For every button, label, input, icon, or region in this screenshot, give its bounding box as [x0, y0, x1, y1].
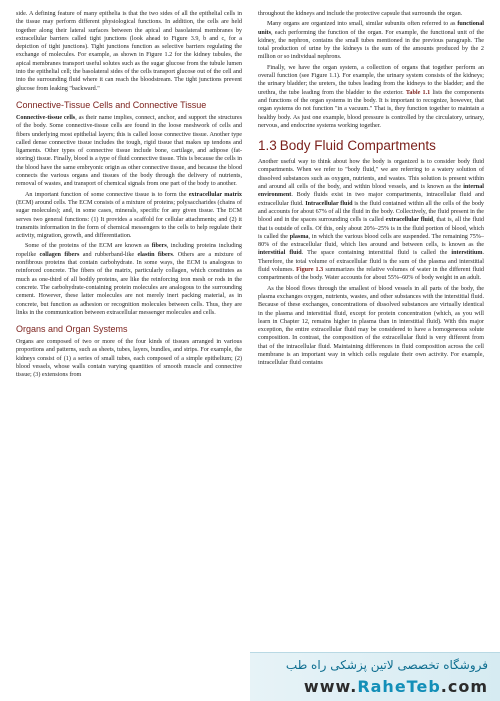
figure-reference[interactable]: Figure 1.3: [296, 267, 324, 274]
paragraph-organs: Organs are composed of two or more of the four kinds of tissues arranged in various proportions and patterns, such as sheets, tubes, layers, bundles, and strips. For example, the kidneys consist of (1) a series of small tubes, each composed of a simple epithelium; (2) blood vessels, whose walls contain varying quantities of smooth muscle and connective tissue; (3) extensions from: [16, 339, 242, 379]
term-extracellular-fluid: extracellular fluid: [385, 217, 434, 224]
term-intracellular-fluid: Intracellular fluid: [305, 200, 353, 207]
paragraph-organ-system: Finally, we have the organ system, a collection of organs that together perform an overall function (see Figure 1.1). For example, the urinary system consists of the kidneys; the urinary bladder; the ureters, the tubes leading from the kidneys to the bladder; and the urethra, the tube leading from the bladder to the exterior. Table 1.1 lists the components and functions of the organ systems in the body. It is important to recognize, however, that organ systems do not function "in a vacuum." That is, they function together to maintain a healthy body. As just one example, blood pressure is controlled by the circulatory, urinary, nervous, and endocrine systems working together.: [258, 64, 484, 129]
term-extracellular-matrix: extracellular matrix: [188, 191, 243, 198]
paragraph-functional-units: Many organs are organized into small, similar subunits often referred to as functional units, each performing the function of the organ. For example, the functional unit of the kidney, the nephron, contains the small tubes mentioned in the previous paragraph. The total production of urine by the kidneys is the sum of the amounts produced by the 2 million or so individual nephrons.: [258, 21, 484, 61]
term-interstitium: interstitium: [451, 250, 483, 257]
section-number: 1.3: [258, 138, 277, 154]
paragraph-plasma-exchange: As the blood flows through the smallest of blood vessels in all parts of the body, the plasma exchanges oxygen, nutrients, wastes, and other substances with the interstitial fluid. Because of these exchanges, concentrations of dissolved substances are virtually identical in the plasma and interstitial fluid, except for protein concentration (which, as you will learn in Chapter 12, remains higher in plasma than in interstitial fluid). With this major exception, the entire extracellular fluid may be considered to have a homogeneous solute composition. In contrast, the composition of the extracellular fluid is very different from that of the intracellular fluid. Maintaining differences in fluid composition across the cell membrane is an important way in which cells regulate their own activity. For example, intracellular fluid contains: [258, 285, 484, 367]
right-column: [258, 10, 484, 370]
paragraph-connective-cells: Connective-tissue cells, as their name implies, connect, anchor, and support the structures of the body. Some connective-tissue cells are found in the loose meshwork of cells and fibers underlying most epithelial layers; this is called loose connective tissue. Another type called dense connective tissue includes the tough, rigid tissue that makes up tendons and ligaments. Other types of connective tissue include bone, cartilage, and adipose (fat-storing) tissue. Finally, blood is a type of fluid connective tissue. This is because the cells in the blood have the same embryonic origin as other connective tissue, and because the blood connects the various organs and tissues of the body through the delivery of nutrients, removal of wastes, and transport of chemical signals from one part of the body to another.: [16, 114, 242, 188]
section-title: Body Fluid Compartments: [279, 138, 436, 154]
term-elastin-fibers: elastin fibers: [137, 251, 173, 258]
heading-organs: Organs and Organ Systems: [16, 324, 128, 335]
term-functional-units: functional units: [258, 21, 484, 36]
watermark-banner: [250, 652, 500, 701]
term-connective-tissue-cells: Connective-tissue cells: [16, 114, 76, 121]
term-fibers: fibers: [151, 243, 167, 250]
heading-connective-tissue: Connective-Tissue Cells and Connective Tissue: [16, 99, 207, 110]
paragraph-ecm: An important function of some connective tissue is to form the extracellular matrix (ECM) around cells. The ECM consists of a mixture of proteins; polysaccharides (chains of sugar molecules); and, in some cases, minerals, specific for any given tissue. The ECM serves two general functions: (1) It provides a scaffold for cellular attachments; and (2) it transmits information in the form of chemical messengers to the cells to help regulate their activity, migration, growth, and differentiation.: [16, 191, 243, 240]
term-collagen-fibers: collagen fibers: [39, 251, 80, 258]
table-reference[interactable]: Table 1.1: [405, 89, 431, 96]
term-plasma: plasma: [289, 233, 309, 240]
paragraph-epithelia: side. A defining feature of many epithelia is that the two sides of all the epithelial cells in the tissue may perform different physiological functions. In addition, the cells are held together along their lateral surfaces between the apical and basolateral membranes by extracellular barriers called tight junctions (look ahead to Figure 3.9, b and c, for a depiction of tight junctions). Tight junctions function as selective barriers regulating the exchange of molecules. For example, as shown in Figure 1.2 for the kidney tubules, the apical membranes transport useful solutes such as the sugar glucose from the tubule lumen into the epithelial cell; the basolateral sides of the cells transport glucose out of the cell and into the surrounding fluid where it can reach the bloodstream. The tight junctions prevent glucose from leaking "backward.": [16, 11, 242, 92]
watermark-url: www.RaheTeb.com: [303, 677, 488, 696]
term-interstitial-fluid: interstitial fluid: [258, 250, 302, 257]
left-column: [16, 10, 242, 382]
term-internal-environment: internal environment: [258, 184, 484, 199]
watermark-persian-text: فروشگاه تخصصی لاتین پزشکی راه طب: [285, 658, 488, 672]
paragraph-kidney-capsule: throughout the kidneys and include the protective capsule that surrounds the organ.: [258, 11, 463, 17]
paragraph-fibers: Some of the proteins of the ECM are known as fibers, including proteins including ropelike collagen fibers and rubberband-like elastin fibers. Others are a mixture of nonfibrous proteins that contain carbohydrate. In some ways, the ECM is analogous to reinforced concrete. The fibers of the matrix, particularly collagen, which constitutes as much as one-third of all bodily proteins, are like the reinforcing iron mesh or rods in the concrete. The carbohydrate-containing protein molecules are analogous to the surrounding cement. However, these latter molecules are not merely inert packing material, as in concrete, but function as adhesion or recognition molecules between cells. Thus, they are links in the communication between extracellular messenger molecules and cells.: [16, 243, 243, 316]
paragraph-body-fluid: Another useful way to think about how the body is organized is to consider body fluid compartments. When we refer to "body fluid," we are referring to a watery solution of dissolved substances such as oxygen, nutrients, and wastes. This solution is present within and around all cells of the body, and within blood vessels, and is known as the internal environment. Body fluids exist in two major compartments, intracellular fluid and extracellular fluid. Intracellular fluid is the fluid contained within all the cells of the body and accounts for about 67% of all the fluid in the body. Collectively, the fluid present in the blood and in the spaces surrounding cells is called extracellular fluid, that is, all the fluid that is outside of cells. Of this, only about 20%–25% is in the fluid portion of blood, which is called the plasma, in which the various blood cells are suspended. The remaining 75%–80% of the extracellular fluid, which lies around and between cells, is known as the interstitial fluid. The space containing interstitial fluid is called the interstitium. Therefore, the total volume of extracellular fluid is the sum of the plasma and interstitial fluid volumes. Figure 1.3 summarizes the relative volumes of water in the different fluid compartments of the body. Water accounts for about 55%–60% of body weight in an adult.: [258, 159, 485, 282]
section-heading: [258, 138, 484, 154]
